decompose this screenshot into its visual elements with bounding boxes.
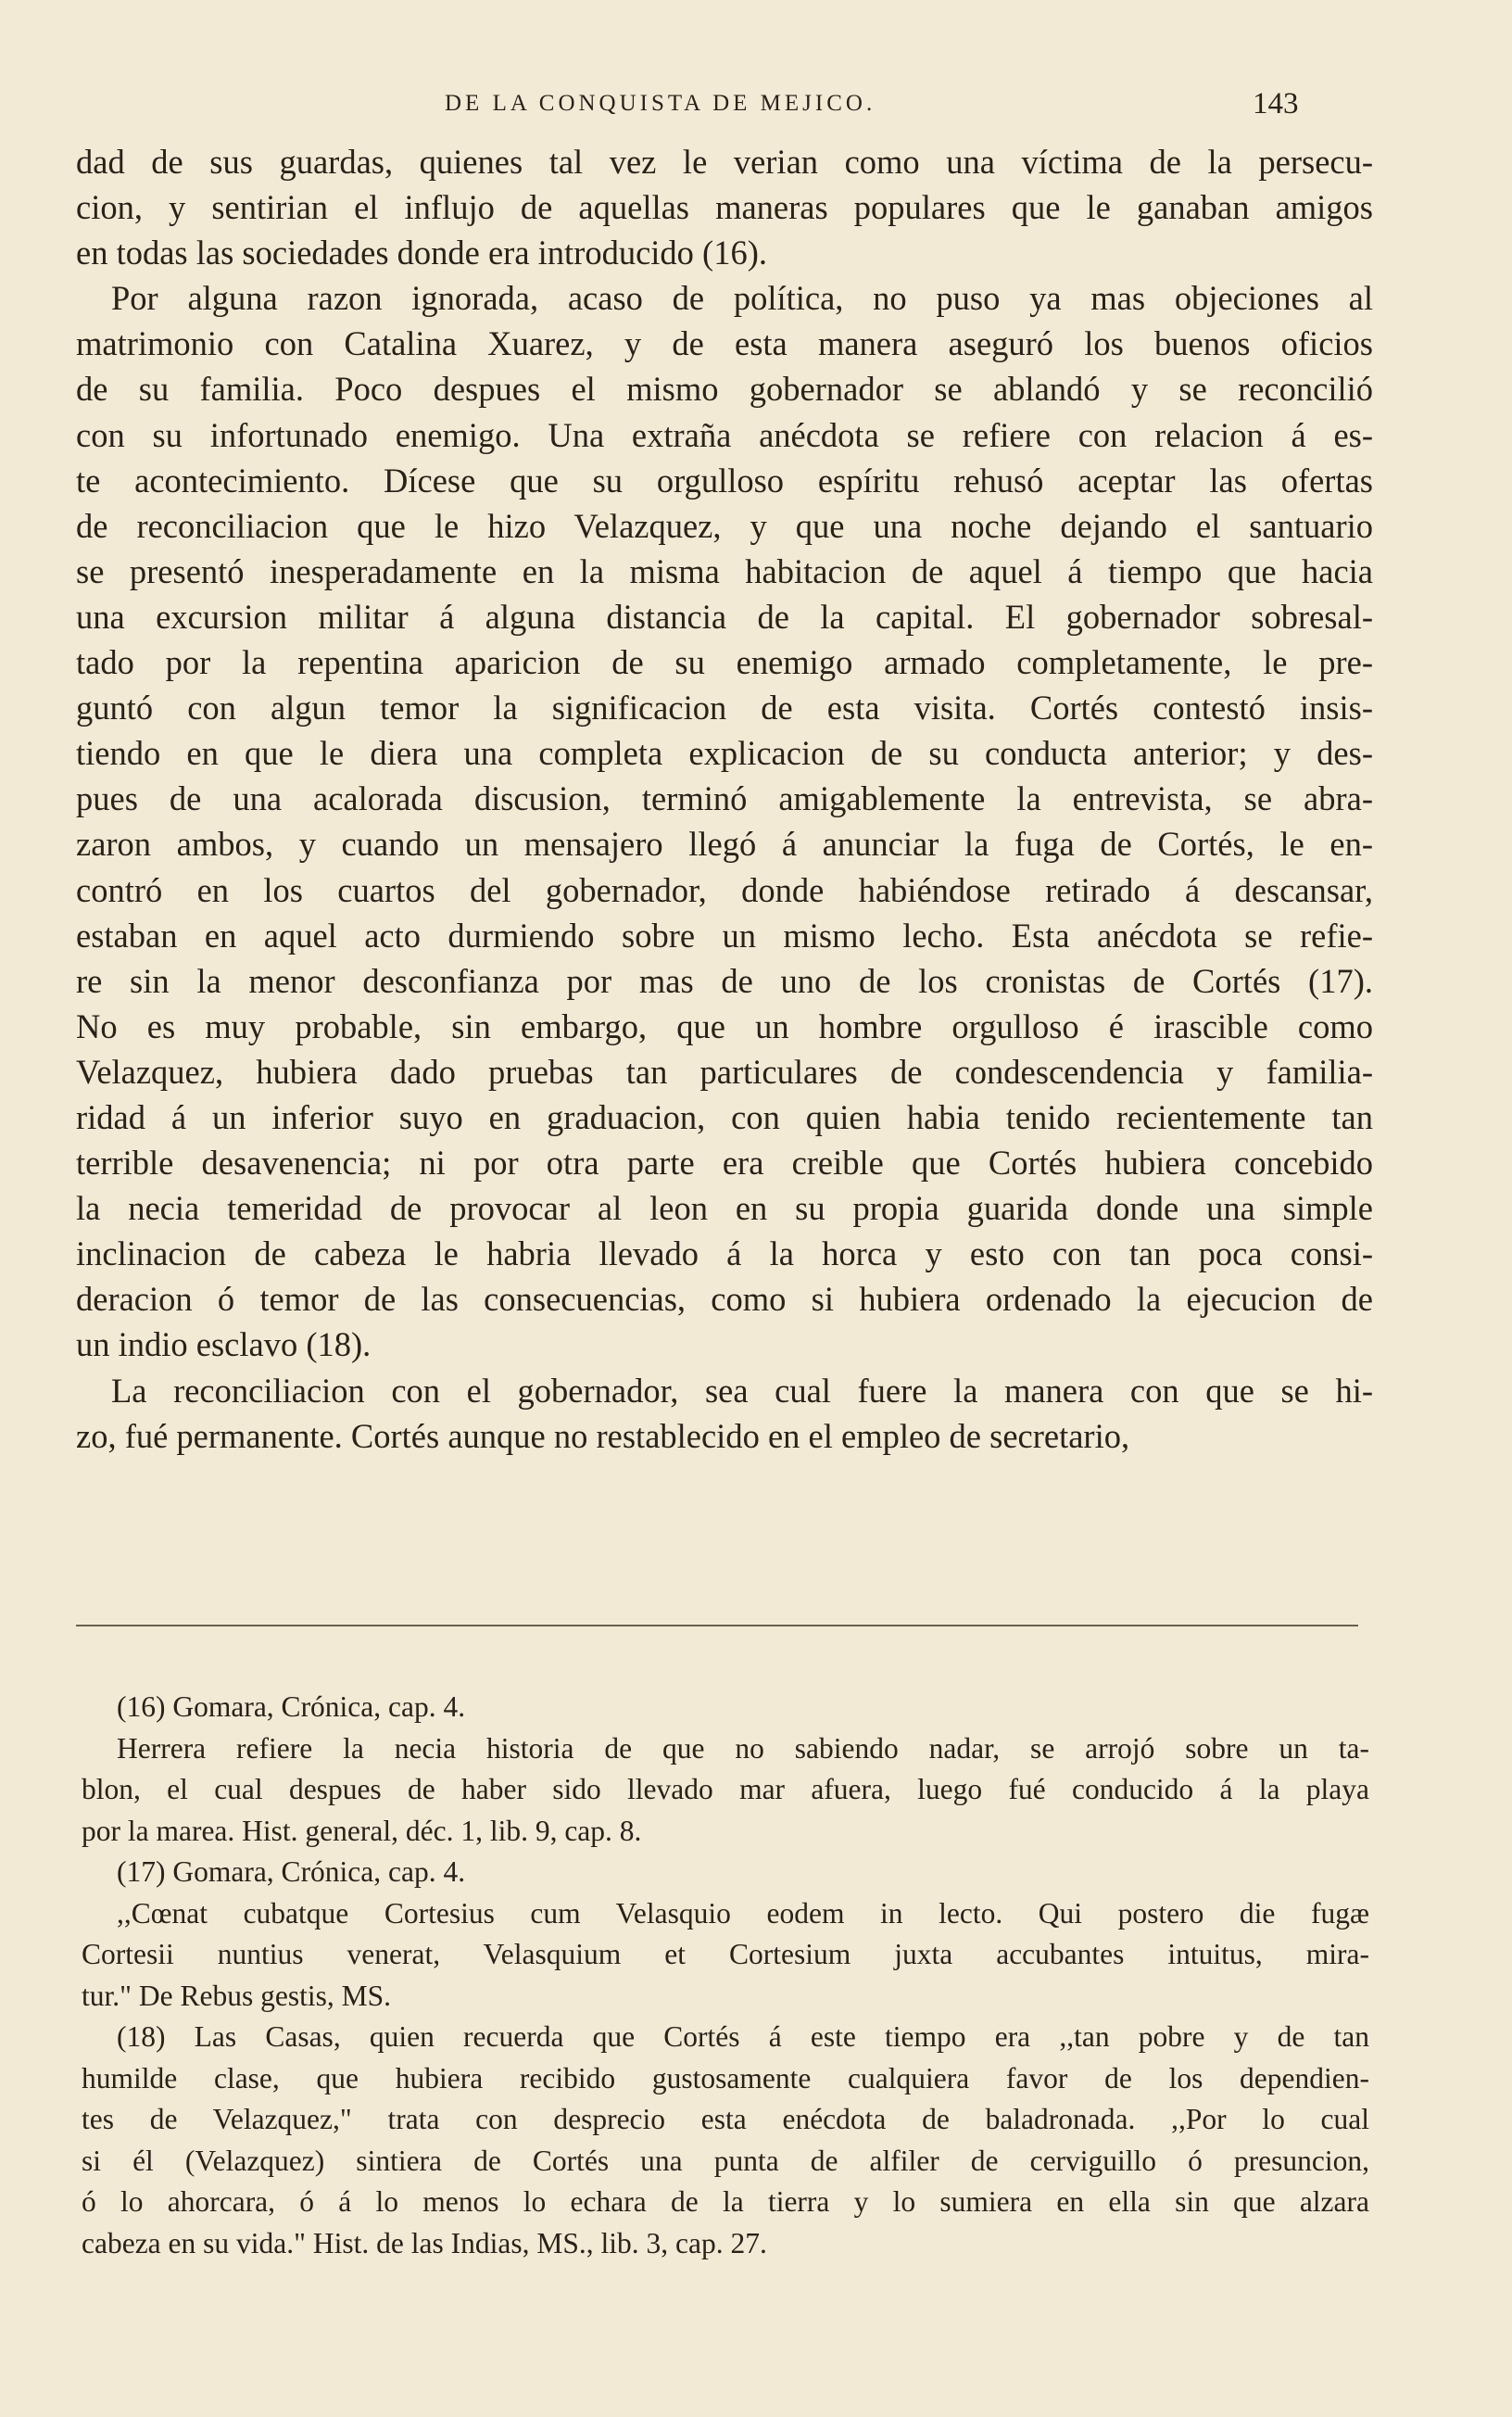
footnote-line: blon, el cual despues de haber sido llevado mar afuera, luego fué conducido á la playa: [82, 1773, 1369, 1805]
text-line: No es muy probable, sin embargo, que un hombre orgulloso é irascible como: [76, 1006, 1373, 1045]
paragraph: [76, 1368, 1373, 1459]
text-line: tiendo en que le diera una completa explicacion de su conducta anterior; y des-: [76, 734, 1373, 773]
paragraph: [76, 275, 1373, 1367]
text-line: un indio esclavo (18).: [76, 1325, 372, 1364]
text-line: Velazquez, hubiera dado pruebas tan particulares de condescendencia y familia-: [76, 1052, 1373, 1091]
text-line: en todas las sociedades donde era introducido (16).: [76, 234, 767, 272]
running-head: [0, 85, 1512, 122]
text-line: una excursion militar á alguna distancia de la capital. El gobernador sobresal-: [76, 597, 1373, 636]
paragraph: [76, 139, 1373, 275]
text-line: Por alguna razon ignorada, acaso de política, no puso ya mas objeciones al: [111, 279, 1373, 318]
text-line: guntó con algun temor la significacion de esta visita. Cortés contestó insis-: [76, 689, 1373, 728]
running-title: DE LA CONQUISTA DE MEJICO.: [445, 91, 876, 116]
text-line: de reconciliacion que le hizo Velazquez, y que una noche dejando el santuario: [76, 506, 1373, 545]
text-line: terrible desavenencia; ni por otra parte era creible que Cortés hubiera concebido: [76, 1144, 1373, 1183]
footnote-line: humilde clase, que hubiera recibido gustosamente cualquiera favor de los dependien-: [82, 2061, 1369, 2094]
footnote: [82, 2017, 1369, 2264]
text-line: pues de una acalorada discusion, terminó amigablemente la entrevista, se abra-: [76, 779, 1373, 818]
footnote-line: si él (Velazquez) sintiera de Cortés una punta de alfiler de cerviguillo ó presuncion,: [82, 2144, 1369, 2177]
text-line: re sin la menor desconfianza por mas de uno de los cronistas de Cortés (17).: [76, 961, 1373, 1000]
text-line: La reconciliacion con el gobernador, sea cual fuere la manera con que se hi-: [111, 1371, 1373, 1410]
text-line: matrimonio con Catalina Xuarez, y de esta manera aseguró los buenos oficios: [76, 324, 1373, 363]
footnote-line: (17) Gomara, Crónica, cap. 4.: [117, 1855, 466, 1888]
footnote-line: ,,Cœnat cubatque Cortesius cum Velasquio eodem in lecto. Qui postero die fugæ: [117, 1896, 1369, 1930]
footnote-divider: [76, 1625, 1358, 1626]
text-line: de su familia. Poco despues el mismo gobernador se ablandó y se reconcilió: [76, 370, 1373, 409]
footnote-line: por la marea. Hist. general, déc. 1, lib. 9, cap. 8.: [82, 1814, 642, 1847]
footnote-line: tur." De Rebus gestis, MS.: [82, 1979, 391, 2012]
footnote-line: (16) Gomara, Crónica, cap. 4.: [117, 1690, 466, 1723]
text-line: la necia temeridad de provocar al leon en su propia guarida donde una simple: [76, 1189, 1373, 1228]
page-number: 143: [1253, 87, 1299, 120]
footnote: [82, 1728, 1369, 1853]
text-line: estaban en aquel acto durmiendo sobre un mismo lecho. Esta anécdota se refie-: [76, 916, 1373, 955]
footnote-line: Cortesii nuntius venerat, Velasquium et Cortesium juxta accubantes intuitus, mira-: [82, 1938, 1369, 1970]
text-line: contró en los cuartos del gobernador, donde habiéndose retirado á descansar,: [76, 870, 1373, 909]
text-line: zaron ambos, y cuando un mensajero llegó á anunciar la fuga de Cortés, le en-: [76, 825, 1373, 864]
text-line: deracion ó temor de las consecuencias, como si hubiera ordenado la ejecucion de: [76, 1280, 1373, 1319]
footnote: [82, 1687, 1369, 1728]
footnotes: [82, 1687, 1369, 2264]
text-line: cion, y sentirian el influjo de aquellas maneras populares que le ganaban amigos: [76, 188, 1373, 227]
text-line: con su infortunado enemigo. Una extraña anécdota se refiere con relacion á es-: [76, 415, 1373, 454]
text-line: inclinacion de cabeza le habria llevado á la horca y esto con tan poca consi-: [76, 1234, 1373, 1273]
text-line: ridad á un inferior suyo en graduacion, con quien habia tenido recientemente tan: [76, 1097, 1373, 1136]
text-line: tado por la repentina aparicion de su enemigo armado completamente, le pre-: [76, 643, 1373, 682]
footnote-line: tes de Velazquez," trata con desprecio esta enécdota de baladronada. ,,Por lo cual: [82, 2103, 1369, 2135]
footnote-line: cabeza en su vida." Hist. de las Indias, MS., lib. 3, cap. 27.: [82, 2226, 767, 2259]
text-line: dad de sus guardas, quienes tal vez le verian como una víctima de la persecu-: [76, 143, 1373, 181]
main-text: [76, 139, 1373, 1459]
footnote-line: ó lo ahorcara, ó á lo menos lo echara de la tierra y lo sumiera en ella sin que alzara: [82, 2185, 1369, 2218]
text-line: zo, fué permanente. Cortés aunque no restablecido en el empleo de secretario,: [76, 1416, 1130, 1455]
text-line: te acontecimiento. Dícese que su orgulloso espíritu rehusó aceptar las ofertas: [76, 461, 1373, 500]
footnote-line: Herrera refiere la necia historia de que no sabiendo nadar, se arrojó sobre un ta-: [117, 1731, 1369, 1765]
footnote-line: (18) Las Casas, quien recuerda que Cortés á este tiempo era ,,tan pobre y de tan: [117, 2020, 1369, 2053]
footnote: [82, 1893, 1369, 2018]
footnote: [82, 1852, 1369, 1893]
text-line: se presentó inesperadamente en la misma habitacion de aquel á tiempo que hacia: [76, 551, 1373, 590]
